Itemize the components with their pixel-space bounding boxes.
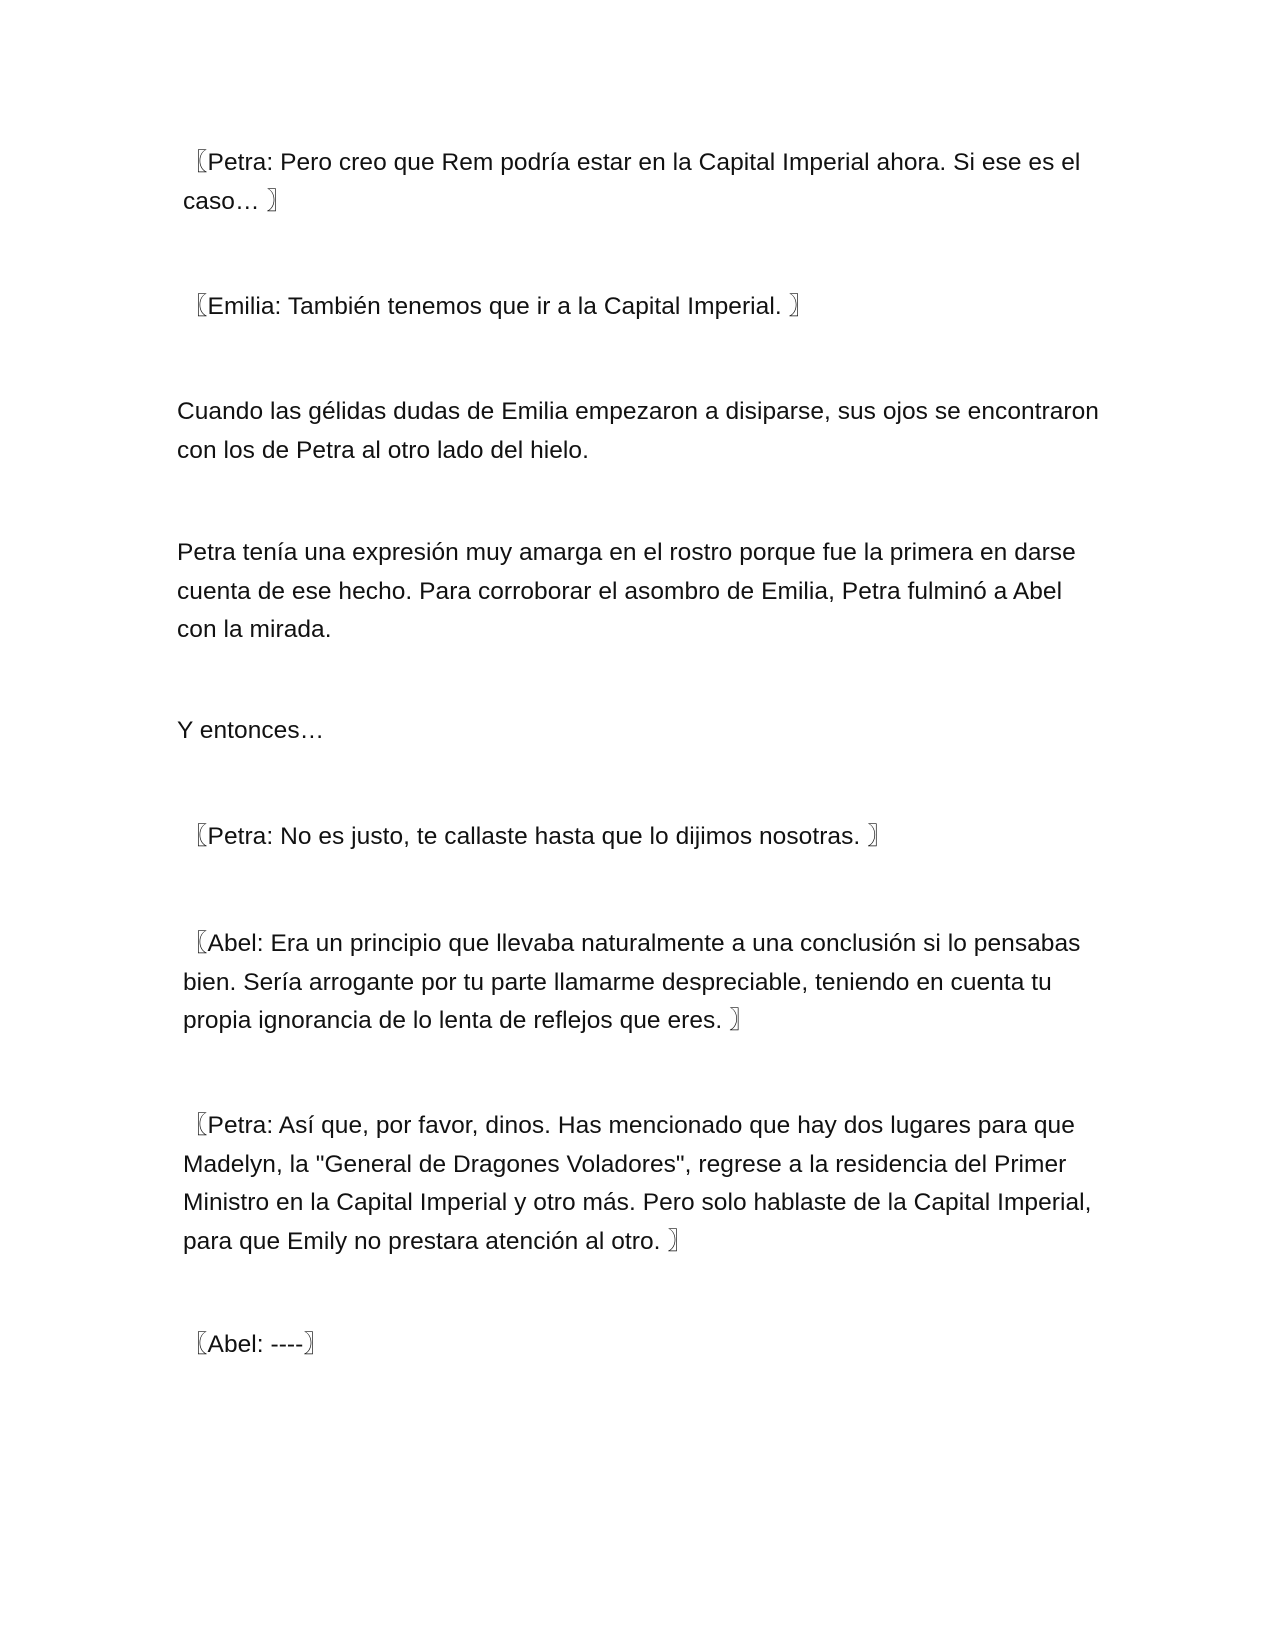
paragraph-emilia-doubts: Cuando las gélidas dudas de Emilia empezaron a disiparse, sus ojos se encontraron con los de Petra al otro lado del hielo. — [177, 398, 1099, 464]
paragraph-y-entonces: Y entonces… — [177, 717, 325, 744]
paragraph-petra-not-fair: 〖Petra: No es justo, te callaste hasta que lo dijimos nosotras. 〗 — [183, 823, 892, 850]
paragraph-petra-tell-us: 〖Petra: Así que, por favor, dinos. Has mencionado que hay dos lugares para que Madelyn, la "General de Dragones Voladores", regrese a la residencia del Primer Ministro en la Capital Imperial y otro más. Pero solo hablaste de la Capital Imperial, para que Emily no prestara atención al otro. 〗 — [183, 1112, 1092, 1255]
paragraph-emilia-capital: 〖Emilia: También tenemos que ir a la Capital Imperial. 〗 — [183, 293, 814, 320]
paragraph-abel-principle: 〖Abel: Era un principio que llevaba naturalmente a una conclusión si lo pensabas bien. Sería arrogante por tu parte llamarme despreciable, teniendo en cuenta tu propia ignorancia de lo lenta de reflejos que eres. 〗 — [183, 930, 1081, 1034]
paragraph-petra-capital: 〖Petra: Pero creo que Rem podría estar en la Capital Imperial ahora. Si ese es el caso… 〗 — [183, 149, 1081, 215]
paragraph-petra-expression: Petra tenía una expresión muy amarga en el rostro porque fue la primera en darse cuenta de ese hecho. Para corroborar el asombro de Emilia, Petra fulminó a Abel con la mirada. — [177, 539, 1076, 643]
paragraph-abel-silence: 〖Abel: ----〗 — [183, 1331, 328, 1358]
